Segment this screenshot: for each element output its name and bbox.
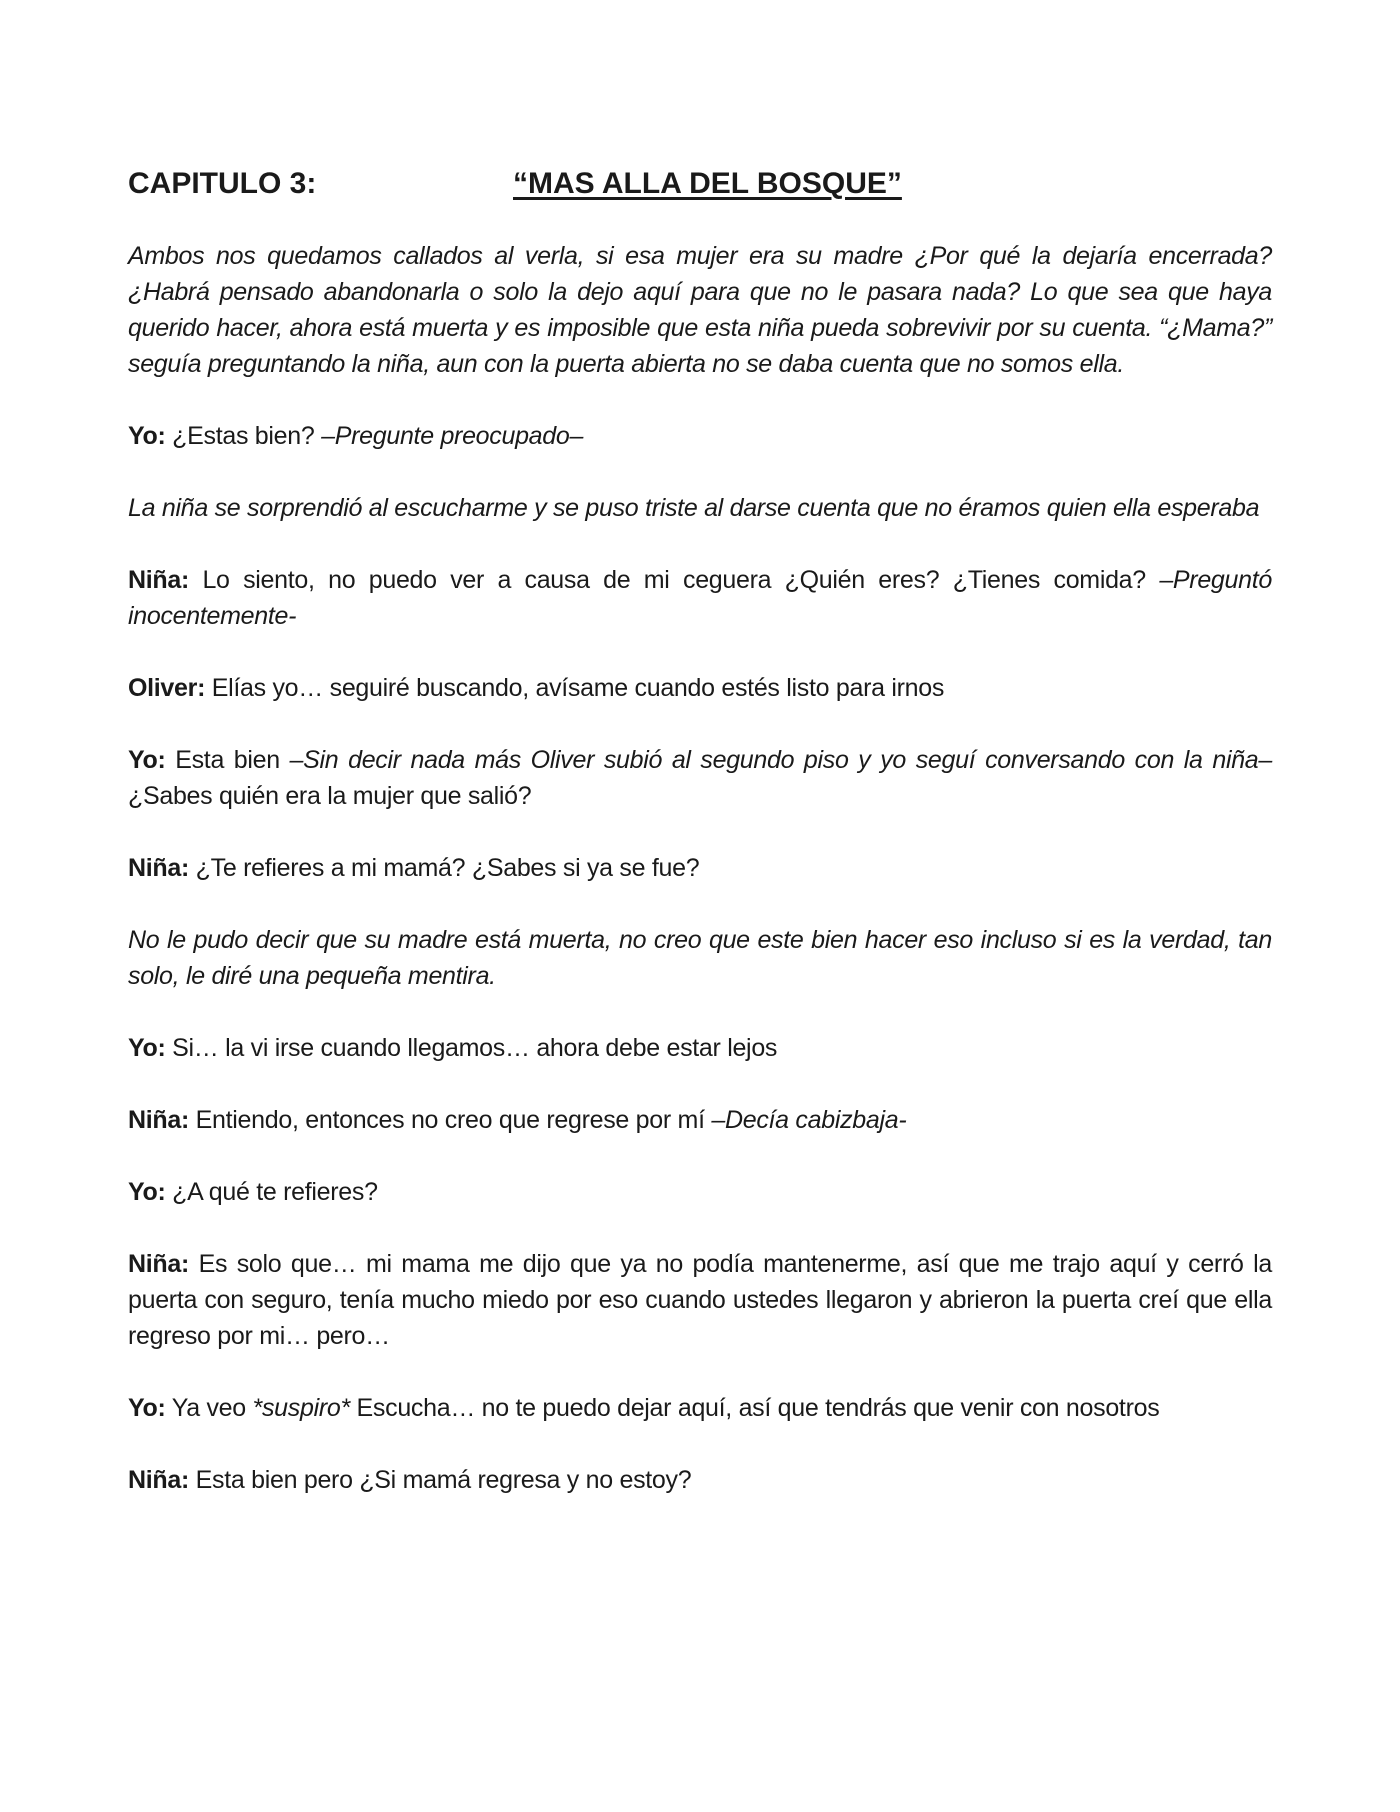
dialogue-text: Esta bien bbox=[165, 746, 290, 774]
dialogue-text: Si… la vi irse cuando llegamos… ahora debe estar lejos bbox=[165, 1034, 778, 1062]
dialogue-paragraph bbox=[128, 562, 1272, 634]
chapter-title: “MAS ALLA DEL BOSQUE” bbox=[513, 167, 902, 200]
stage-direction: –Preguntó inocentemente- bbox=[128, 566, 1272, 630]
speaker-label: Niña: bbox=[128, 1250, 190, 1278]
stage-direction: –Decía cabizbaja- bbox=[711, 1106, 907, 1134]
speaker-label: Niña: bbox=[128, 1466, 190, 1494]
dialogue-paragraph bbox=[128, 1102, 1272, 1138]
dialogue-text: Elías yo… seguiré buscando, avísame cuando estés listo para irnos bbox=[205, 674, 945, 702]
narration-paragraph: Ambos nos quedamos callados al verla, si esa mujer era su madre ¿Por qué la dejaría encerrada? ¿Habrá pensado abandonarla o solo la dejo aquí para que no le pasara nada? Lo que sea que haya querido hacer, ahora está muerta y es imposible que esta niña pueda sobrevivir por su cuenta. “¿Mama?” seguía preguntando la niña, aun con la puerta abierta no se daba cuenta que no somos ella. bbox=[128, 242, 1272, 378]
stage-direction: –Pregunte preocupado– bbox=[321, 422, 584, 450]
narration-paragraph: No le pudo decir que su madre está muerta, no creo que este bien hacer eso incluso si es la verdad, tan solo, le diré una pequeña mentira. bbox=[128, 926, 1272, 990]
dialogue-text: ¿Sabes quién era la mujer que salió? bbox=[128, 782, 532, 810]
dialogue-text: ¿Estas bien? bbox=[165, 422, 322, 450]
speaker-label: Yo: bbox=[128, 1178, 166, 1206]
speaker-label: Yo: bbox=[128, 746, 166, 774]
speaker-label: Yo: bbox=[128, 1034, 166, 1062]
stage-direction: *suspiro* bbox=[252, 1394, 350, 1422]
speaker-label: Niña: bbox=[128, 1106, 190, 1134]
chapter-number: CAPITULO 3: bbox=[128, 167, 317, 200]
speaker-label: Niña: bbox=[128, 854, 190, 882]
dialogue-paragraph bbox=[128, 742, 1272, 814]
dialogue-paragraph bbox=[128, 1030, 1272, 1066]
dialogue-text: Lo siento, no puedo ver a causa de mi ceguera ¿Quién eres? ¿Tienes comida? bbox=[189, 566, 1160, 594]
dialogue-text: Ya veo bbox=[165, 1394, 253, 1422]
dialogue-paragraph bbox=[128, 418, 1272, 454]
dialogue-text: Es solo que… mi mama me dijo que ya no podía mantenerme, así que me trajo aquí y cerró la puerta con seguro, tenía mucho miedo por eso cuando ustedes llegaron y abrieron la puerta creí que ella regreso por mi… pero… bbox=[128, 1250, 1272, 1350]
document-body bbox=[128, 238, 1272, 1498]
dialogue-paragraph bbox=[128, 850, 1272, 886]
stage-direction: –Sin decir nada más Oliver subió al segundo piso y yo seguí conversando con la niña– bbox=[289, 746, 1273, 774]
dialogue-text: ¿Te refieres a mi mamá? ¿Sabes si ya se fue? bbox=[189, 854, 700, 882]
speaker-label: Oliver: bbox=[128, 674, 206, 702]
dialogue-paragraph bbox=[128, 1174, 1272, 1210]
dialogue-text: Escucha… no te puedo dejar aquí, así que tendrás que venir con nosotros bbox=[349, 1394, 1160, 1422]
dialogue-text: ¿A qué te refieres? bbox=[165, 1178, 378, 1206]
dialogue-paragraph bbox=[128, 1462, 1272, 1498]
speaker-label: Niña: bbox=[128, 566, 190, 594]
chapter-heading bbox=[128, 160, 1272, 208]
dialogue-text: Esta bien pero ¿Si mamá regresa y no estoy? bbox=[189, 1466, 692, 1494]
dialogue-paragraph bbox=[128, 1390, 1272, 1426]
dialogue-text: Entiendo, entonces no creo que regrese por mí bbox=[189, 1106, 712, 1134]
dialogue-paragraph bbox=[128, 670, 1272, 706]
dialogue-paragraph bbox=[128, 1246, 1272, 1354]
narration-paragraph: La niña se sorprendió al escucharme y se puso triste al darse cuenta que no éramos quien ella esperaba bbox=[128, 494, 1260, 522]
speaker-label: Yo: bbox=[128, 1394, 166, 1422]
speaker-label: Yo: bbox=[128, 422, 166, 450]
